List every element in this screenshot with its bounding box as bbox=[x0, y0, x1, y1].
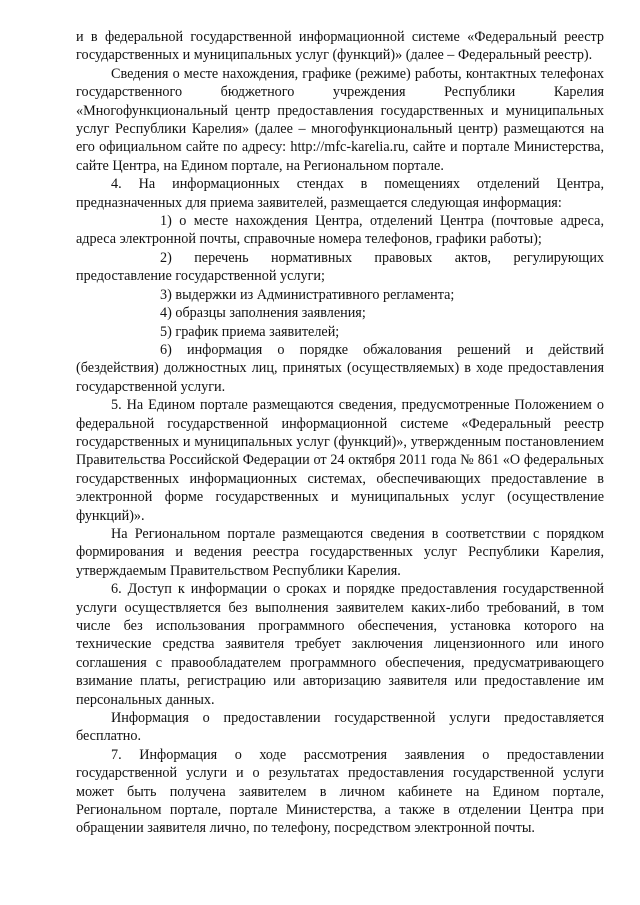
list-item-text: перечень нормативных правовых актов, регулирующих предоставление государственной услуги; bbox=[76, 249, 605, 285]
paragraph-item-5: 5. На Едином портале размещаются сведения, предусмотренные Положением о федеральной государственной информационной системе «Федеральный реестр государственных и муниципальных услуг (функций)», утвержденным постановлением Правительства Российской Федерации от 24 октября 2011 года № 861 «О федеральных государственных информационных системах, обеспечивающих предоставление в электронной форме государственных и муниципальных услуг (осуществление функций)». bbox=[76, 397, 604, 524]
list-item-number: 4) bbox=[160, 305, 172, 322]
list-item-number: 6) bbox=[160, 341, 172, 358]
list-item-number: 1) bbox=[160, 213, 172, 230]
list-item bbox=[76, 212, 604, 249]
list-item-number: 2) bbox=[160, 249, 172, 266]
paragraph-regional-portal: На Региональном портале размещаются сведения в соответствии с порядком формирования и ведения реестра государственных услуг Республики Карелия, утверждаемым Правительством Республики Карелия. bbox=[76, 525, 604, 579]
list-item-text: информация о порядке обжалования решений и действий (бездействия) должностных лиц, принятых (осуществляемых) в ходе предоставления государственной услуги. bbox=[76, 341, 605, 395]
list-item-text: образцы заполнения заявления; bbox=[175, 305, 366, 322]
paragraph-item-6: 6. Доступ к информации о сроках и порядке предоставления государственной услуги осуществляется без выполнения заявителем каких-либо требований, в том числе без использования программного обеспечения, установка которого на технические средства заявителя требует заключения лицензионного или иного соглашения с правообладателем программного обеспечения, предусматривающего взимание платы, регистрацию или авторизацию заявителя или предоставление им персональных данных. bbox=[76, 581, 604, 708]
paragraph-free-info: Информация о предоставлении государственной услуги предоставляется бесплатно. bbox=[76, 710, 604, 745]
paragraph-mfc-info: Сведения о месте нахождения, графике (режиме) работы, контактных телефонах государственного бюджетного учреждения Республики Карелия «Многофункциональный центр предоставления государственных и муниципальных услуг Республики Карелия» (далее – многофункциональный центр) размещаются на его официальном сайте по адресу: http://mfc-karelia.ru, сайте и портале Министерства, сайте Центра, на Едином портале, на Региональном портале. bbox=[76, 65, 604, 174]
list-item-number: 3) bbox=[160, 286, 172, 303]
paragraph-item-4: 4. На информационных стендах в помещениях отделений Центра, предназначенных для приема заявителей, размещается следующая информация: bbox=[76, 176, 604, 211]
list-item bbox=[76, 249, 604, 286]
list-item-number: 5) bbox=[160, 323, 172, 340]
list-item bbox=[76, 341, 604, 396]
paragraph-item-7: 7. Информация о ходе рассмотрения заявления о предоставлении государственной услуги и о результатах предоставления государственной услуги может быть получена заявителем в личном кабинете на Едином портале, Региональном портале, портале Министерства, а также в отделении Центра при обращении заявителя лично, по телефону, посредством электронной почты. bbox=[76, 746, 604, 837]
list-item-text: о месте нахождения Центра, отделений Центра (почтовые адреса, адреса электронной почты, справочные номера телефонов, графики работы); bbox=[76, 213, 604, 248]
list-item-text: выдержки из Административного регламента; bbox=[175, 286, 455, 303]
list-item bbox=[76, 323, 604, 341]
paragraph-federal-registry: и в федеральной государственной информационной системе «Федеральный реестр государственных и муниципальных услуг (функций)» (далее – Федеральный реестр). bbox=[76, 29, 604, 64]
list-item-text: график приема заявителей; bbox=[175, 323, 340, 340]
list-item bbox=[76, 304, 604, 322]
list-item bbox=[76, 286, 604, 304]
